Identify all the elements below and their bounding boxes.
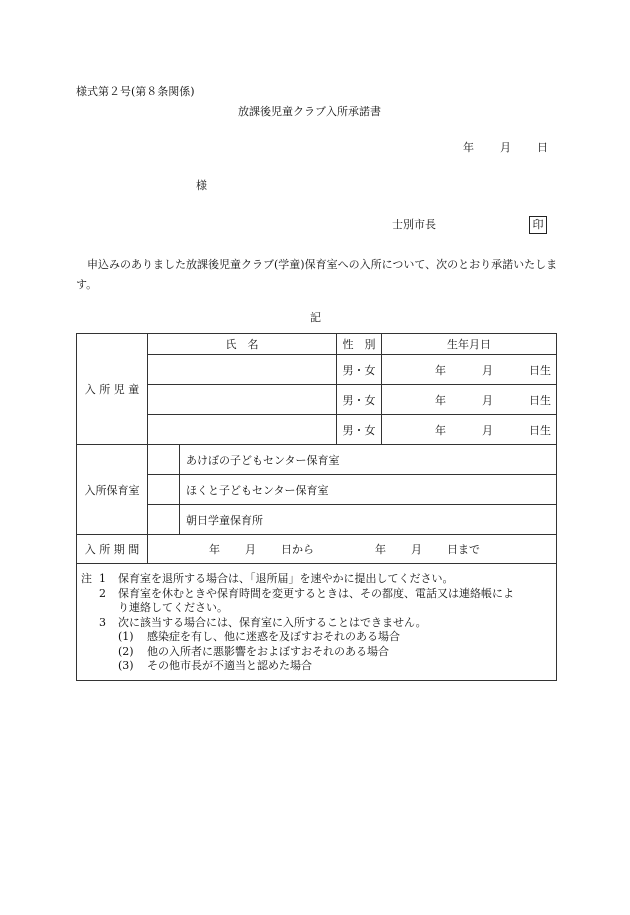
birth-day-label: 日生 bbox=[529, 363, 551, 377]
addressee-suffix: 様 bbox=[196, 179, 207, 192]
facility-option bbox=[180, 445, 557, 475]
facility-name: 朝日学童保育所 bbox=[186, 513, 263, 527]
birth-header: 生年月日 bbox=[447, 338, 491, 351]
gender-option-label: 男・女 bbox=[342, 363, 376, 377]
facility-checkbox[interactable] bbox=[148, 505, 180, 535]
ki-marker: 記 bbox=[310, 311, 321, 324]
facility-row bbox=[77, 445, 557, 475]
subitem-text: 感染症を有し、他に迷惑を及ぼすおそれのある場合 bbox=[147, 630, 400, 643]
birth-day-label: 日生 bbox=[529, 423, 551, 437]
seal-stamp-box: 印 bbox=[529, 216, 547, 234]
period-end-month-label: 月 bbox=[411, 543, 422, 556]
facility-name: あけぼの子どもセンター保育室 bbox=[186, 453, 340, 467]
note-text: 次に該当する場合には、保育室に入所することはできません。 bbox=[118, 615, 427, 629]
birth-month-label: 月 bbox=[482, 423, 493, 437]
table-header-row bbox=[77, 334, 557, 355]
children-label: 入 所 児 童 bbox=[84, 383, 140, 396]
period-label-cell bbox=[77, 535, 148, 564]
note-number: 2 bbox=[99, 586, 106, 600]
approval-statement bbox=[76, 255, 562, 295]
child-row bbox=[77, 415, 557, 445]
birth-month-label: 月 bbox=[482, 393, 493, 407]
note-prefix: 注 bbox=[81, 572, 92, 585]
period-start-year-label: 年 bbox=[209, 543, 220, 556]
gender-option-label: 男・女 bbox=[342, 423, 376, 437]
note-item-continuation bbox=[81, 601, 552, 616]
gender-option-label: 男・女 bbox=[342, 393, 376, 407]
notes-row bbox=[77, 564, 557, 681]
period-end-day-label: 日まで bbox=[447, 543, 480, 556]
subitem-text: その他市長が不適当と認めた場合 bbox=[147, 659, 312, 672]
name-header-cell bbox=[148, 334, 337, 355]
period-field[interactable] bbox=[148, 535, 557, 564]
period-start-day-label: 日から bbox=[281, 543, 314, 556]
period-end-year-label: 年 bbox=[375, 543, 386, 556]
name-header: 氏 名 bbox=[225, 338, 259, 351]
facility-row bbox=[77, 505, 557, 535]
subitem-number: (2) bbox=[118, 644, 134, 658]
approval-table bbox=[76, 333, 557, 681]
child-gender-field[interactable] bbox=[337, 415, 382, 445]
notes-cell bbox=[77, 564, 557, 681]
gender-header-cell bbox=[337, 334, 382, 355]
note-text: 保育室を退所する場合は、「退所届」を速やかに提出してください。 bbox=[118, 572, 454, 585]
facility-row bbox=[77, 475, 557, 505]
birth-year-label: 年 bbox=[435, 393, 446, 407]
note-text: 保育室を休むときや保育時間を変更するときは、その都度、電話又は連絡帳によ bbox=[118, 586, 514, 600]
note-text-continued: り連絡してください。 bbox=[118, 601, 228, 614]
form-number: 様式第２号(第８条関係) bbox=[76, 85, 195, 98]
birth-day-label: 日生 bbox=[529, 393, 551, 407]
birth-year-label: 年 bbox=[435, 363, 446, 377]
period-start-month-label: 月 bbox=[245, 543, 256, 556]
document-title: 放課後児童クラブ入所承諾書 bbox=[238, 105, 381, 118]
subitem-text: 他の入所者に悪影響をおよぼすおそれのある場合 bbox=[147, 644, 389, 658]
gender-header: 性 別 bbox=[342, 338, 376, 351]
birth-header-cell bbox=[382, 334, 557, 355]
children-label-cell bbox=[77, 334, 148, 445]
facility-checkbox[interactable] bbox=[148, 475, 180, 505]
child-gender-field[interactable] bbox=[337, 385, 382, 415]
issuer-name: 士別市長 bbox=[392, 218, 436, 231]
date-day-label: 日 bbox=[537, 141, 548, 154]
facility-checkbox[interactable] bbox=[148, 445, 180, 475]
child-name-field[interactable] bbox=[148, 355, 337, 385]
period-row bbox=[77, 535, 557, 564]
subitem-number: (1) bbox=[118, 630, 134, 643]
subitem-number: (3) bbox=[118, 659, 134, 672]
period-label: 入 所 期 間 bbox=[84, 543, 140, 556]
note-subitem bbox=[81, 645, 552, 660]
child-name-field[interactable] bbox=[148, 415, 337, 445]
facility-label: 入所保育室 bbox=[84, 483, 140, 497]
date-month-label: 月 bbox=[500, 141, 511, 154]
birth-month-label: 月 bbox=[482, 363, 493, 377]
approval-statement-text: 申込みのありました放課後児童クラブ(学童)保育室への入所について、次のとおり承諾いたします。 bbox=[76, 258, 558, 291]
note-item bbox=[81, 587, 552, 602]
note-item bbox=[81, 616, 552, 631]
child-gender-field[interactable] bbox=[337, 355, 382, 385]
note-number: 3 bbox=[99, 615, 106, 629]
child-birthdate-field[interactable] bbox=[382, 355, 557, 385]
child-row bbox=[77, 385, 557, 415]
note-subitem bbox=[81, 659, 552, 674]
date-year-label: 年 bbox=[463, 141, 474, 154]
facility-name: ほくと子どもセンター保育室 bbox=[186, 483, 329, 497]
child-row bbox=[77, 355, 557, 385]
child-birthdate-field[interactable] bbox=[382, 415, 557, 445]
facility-option bbox=[180, 475, 557, 505]
note-item bbox=[81, 572, 552, 587]
child-birthdate-field[interactable] bbox=[382, 385, 557, 415]
note-subitem bbox=[81, 630, 552, 645]
facility-label-cell bbox=[77, 445, 148, 535]
birth-year-label: 年 bbox=[435, 423, 446, 437]
facility-option bbox=[180, 505, 557, 535]
note-number: 1 bbox=[99, 572, 106, 585]
child-name-field[interactable] bbox=[148, 385, 337, 415]
